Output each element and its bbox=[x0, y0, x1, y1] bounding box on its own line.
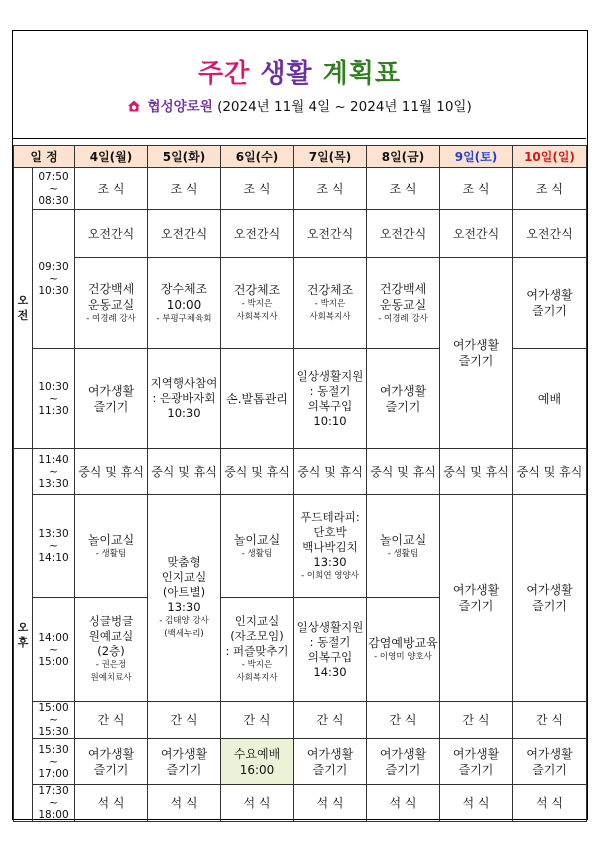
meal-cell: 중식 및 휴식 bbox=[513, 449, 587, 495]
activity-cell: 싱글벙글 원예교실 (2층) - 권은정 원예치료사 bbox=[75, 598, 148, 702]
table-row bbox=[14, 258, 587, 349]
meal-cell: 석 식 bbox=[513, 785, 587, 822]
snack-cell: 오전간식 bbox=[440, 210, 513, 258]
table-row bbox=[14, 785, 587, 822]
activity-cell: 장수체조 10:00 - 부평구체육회 bbox=[148, 258, 221, 349]
activity-cell: 예배 bbox=[513, 349, 587, 449]
snack-cell: 오전간식 bbox=[75, 210, 148, 258]
snack-cell: 오전간식 bbox=[294, 210, 367, 258]
subtitle bbox=[13, 95, 586, 115]
table-row bbox=[14, 495, 587, 598]
header-row bbox=[14, 146, 587, 168]
leisure-cell: 여가생활 즐기기 bbox=[75, 739, 148, 785]
snack-cell: 간 식 bbox=[367, 702, 440, 739]
meal-cell: 중식 및 휴식 bbox=[440, 449, 513, 495]
activity-cell: 맞춤형 인지교실 (아트별) 13:30 - 김태양 강사 (백세누리) bbox=[148, 495, 221, 702]
day-header: 8일(금) bbox=[367, 146, 440, 168]
day-header-sunday: 10일(일) bbox=[513, 146, 587, 168]
leisure-cell: 여가생활 즐기기 bbox=[440, 258, 513, 449]
pm-label: 오 후 bbox=[14, 449, 33, 822]
snack-cell: 오전간식 bbox=[513, 210, 587, 258]
snack-cell: 오전간식 bbox=[148, 210, 221, 258]
activity-cell: 일상생활지원 : 동절기 의복구입 10:10 bbox=[294, 349, 367, 449]
day-header: 7일(목) bbox=[294, 146, 367, 168]
time-cell: 09:30 ~ 10:30 bbox=[33, 210, 75, 349]
day-header-saturday: 9일(토) bbox=[440, 146, 513, 168]
time-cell: 10:30 ~ 11:30 bbox=[33, 349, 75, 449]
meal-cell: 석 식 bbox=[440, 785, 513, 822]
activity-cell: 놀이교실 - 생활팀 bbox=[221, 495, 294, 598]
activity-cell: 건강체조 - 박지은 사회복지사 bbox=[294, 258, 367, 349]
meal-cell: 중식 및 휴식 bbox=[294, 449, 367, 495]
title-block bbox=[13, 31, 586, 139]
meal-cell: 조 식 bbox=[513, 168, 587, 210]
snack-cell: 간 식 bbox=[294, 702, 367, 739]
meal-cell: 조 식 bbox=[367, 168, 440, 210]
meal-cell: 중식 및 휴식 bbox=[221, 449, 294, 495]
schedule-frame bbox=[12, 30, 588, 820]
leisure-cell: 여가생활 즐기기 bbox=[148, 739, 221, 785]
leisure-cell: 여가생활 즐기기 bbox=[513, 739, 587, 785]
leisure-cell: 여가생활 즐기기 bbox=[294, 739, 367, 785]
leisure-cell: 여가생활 즐기기 bbox=[513, 495, 587, 702]
meal-cell: 석 식 bbox=[221, 785, 294, 822]
meal-cell: 조 식 bbox=[294, 168, 367, 210]
meal-cell: 조 식 bbox=[221, 168, 294, 210]
activity-cell: 푸드테라피: 단호박 백나박김치 13:30 - 이희연 영양사 bbox=[294, 495, 367, 598]
time-cell: 15:00 ~ 15:30 bbox=[33, 702, 75, 739]
organization-name: 협성양로원 bbox=[147, 99, 213, 115]
page-title: 주간 생활 계획표 bbox=[198, 59, 401, 89]
day-header: 5일(화) bbox=[148, 146, 221, 168]
snack-cell: 간 식 bbox=[75, 702, 148, 739]
date-range: (2024년 11월 4일 ~ 2024년 11월 10일) bbox=[217, 99, 472, 115]
leisure-cell: 여가생활 즐기기 bbox=[440, 495, 513, 702]
activity-cell: 지역행사참여 : 은광바자회 10:30 bbox=[148, 349, 221, 449]
leisure-cell: 여가생활 즐기기 bbox=[513, 258, 587, 349]
activity-cell: 놀이교실 - 생활팀 bbox=[75, 495, 148, 598]
leisure-cell: 여가생활 즐기기 bbox=[75, 349, 148, 449]
activity-cell: 일상생활지원 : 동절기 의복구입 14:30 bbox=[294, 598, 367, 702]
activity-cell: 건강체조 - 박지은 사회복지사 bbox=[221, 258, 294, 349]
activity-cell: 감염예방교육 - 이영미 양호사 bbox=[367, 598, 440, 702]
time-cell: 07:50 ~ 08:30 bbox=[33, 168, 75, 210]
leisure-cell: 여가생활 즐기기 bbox=[367, 739, 440, 785]
schedule-header: 일 정 bbox=[14, 146, 75, 168]
am-label: 오 전 bbox=[14, 168, 33, 449]
table-row bbox=[14, 739, 587, 785]
house-logo-icon bbox=[127, 99, 141, 113]
table-row bbox=[14, 168, 587, 210]
weekly-schedule-table bbox=[13, 145, 587, 822]
snack-cell: 간 식 bbox=[148, 702, 221, 739]
snack-cell: 간 식 bbox=[513, 702, 587, 739]
meal-cell: 중식 및 휴식 bbox=[75, 449, 148, 495]
day-header: 6일(수) bbox=[221, 146, 294, 168]
time-cell: 13:30 ~ 14:10 bbox=[33, 495, 75, 598]
meal-cell: 조 식 bbox=[75, 168, 148, 210]
meal-cell: 조 식 bbox=[148, 168, 221, 210]
time-cell: 14:00 ~ 15:00 bbox=[33, 598, 75, 702]
time-cell: 11:40 ~ 13:30 bbox=[33, 449, 75, 495]
activity-cell: 손.발톱관리 bbox=[221, 349, 294, 449]
worship-cell: 수요예배 16:00 bbox=[221, 739, 294, 785]
day-header: 4일(월) bbox=[75, 146, 148, 168]
activity-cell: 인지교실 (자조모임) : 퍼즐맞추기 - 박지은 사회복지사 bbox=[221, 598, 294, 702]
snack-cell: 오전간식 bbox=[367, 210, 440, 258]
table-row bbox=[14, 449, 587, 495]
leisure-cell: 여가생활 즐기기 bbox=[440, 739, 513, 785]
leisure-cell: 여가생활 즐기기 bbox=[367, 349, 440, 449]
meal-cell: 석 식 bbox=[367, 785, 440, 822]
meal-cell: 석 식 bbox=[75, 785, 148, 822]
activity-cell: 건강백세 운동교실 - 여경례 강사 bbox=[367, 258, 440, 349]
snack-cell: 간 식 bbox=[440, 702, 513, 739]
meal-cell: 중식 및 휴식 bbox=[367, 449, 440, 495]
table-row bbox=[14, 702, 587, 739]
time-cell: 15:30 ~ 17:00 bbox=[33, 739, 75, 785]
activity-cell: 건강백세 운동교실 - 여경례 강사 bbox=[75, 258, 148, 349]
meal-cell: 조 식 bbox=[440, 168, 513, 210]
meal-cell: 석 식 bbox=[294, 785, 367, 822]
activity-cell: 놀이교실 - 생활팀 bbox=[367, 495, 440, 598]
snack-cell: 오전간식 bbox=[221, 210, 294, 258]
table-row bbox=[14, 210, 587, 258]
time-cell: 17:30 ~ 18:00 bbox=[33, 785, 75, 822]
meal-cell: 석 식 bbox=[148, 785, 221, 822]
meal-cell: 중식 및 휴식 bbox=[148, 449, 221, 495]
snack-cell: 간 식 bbox=[221, 702, 294, 739]
